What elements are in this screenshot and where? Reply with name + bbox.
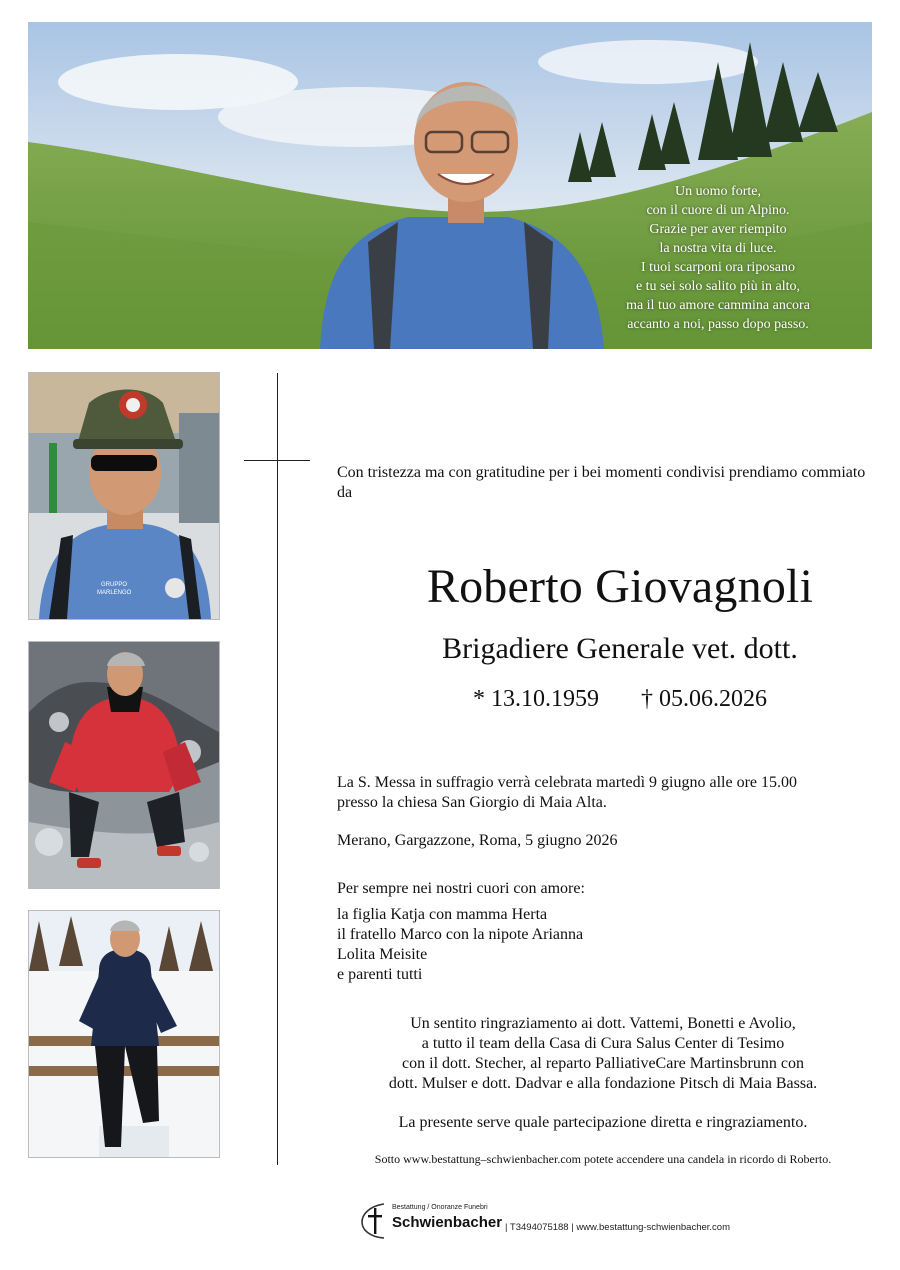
deceased-name: Roberto Giovagnoli (426, 560, 814, 613)
mass-line: presso la chiesa San Giorgio di Maia Alta. (337, 794, 607, 811)
cross-horizontal-line (244, 460, 310, 461)
badge-text: GRUPPO (101, 582, 128, 588)
mass-announcement (337, 773, 877, 813)
candle-note: Sotto www.bestattung–schwienbacher.com potete accendere una candela in ricordo di Roberto. (374, 1152, 832, 1166)
poem-line: ma il tuo amore cammina ancora (626, 298, 810, 313)
place-date (337, 831, 877, 851)
funeral-home-name: Schwienbacher (392, 1214, 503, 1231)
funeral-home-contact: | T3494075188 | www.bestattung-schwienbacher.com (505, 1222, 730, 1233)
photo-alpine-hat (28, 372, 220, 620)
mass-line: La S. Messa in suffragio verrà celebrata martedì 9 giugno alle ore 15.00 (337, 774, 797, 791)
badge-text: MARLENGO (97, 590, 132, 596)
family-member: il fratello Marco con la nipote Arianna (337, 926, 584, 943)
family-member: Lolita Meisite (337, 946, 428, 963)
place-date-text: Merano, Gargazzone, Roma, 5 giugno 2026 (337, 832, 618, 849)
family-member: e parenti tutti (337, 966, 423, 983)
life-dates (310, 684, 900, 714)
poem-line: e tu sei solo salito più in alto, (635, 279, 801, 294)
funeral-home-subtitle: Bestattung / Onoranze Funebri (392, 1204, 488, 1211)
poem-line: accanto a noi, passo dopo passo. (627, 317, 809, 332)
poem-line: I tuoi scarponi ora riposano (641, 260, 795, 275)
cross-logo-icon (360, 1200, 390, 1240)
poem-line: la nostra vita di luce. (659, 241, 777, 256)
participation-note: La presente serve quale partecipazione diretta e ringraziamento. (398, 1114, 808, 1131)
poem-line: Grazie per aver riempito (649, 222, 787, 237)
photo-red-jacket (28, 641, 220, 889)
poem-line: Un uomo forte, (675, 184, 761, 199)
family-intro (337, 879, 877, 899)
family-intro-text: Per sempre nei nostri cuori con amore: (337, 880, 585, 897)
family-member: la figlia Katja con mamma Herta (337, 906, 548, 923)
family-list (337, 905, 877, 985)
thanks-line: con il dott. Stecher, al reparto PalliativeCare Martinsbrunn con (402, 1055, 804, 1072)
thanks-line: dott. Mulser e dott. Dadvar e alla fondazione Pitsch di Maia Bassa. (388, 1075, 818, 1092)
thanks-line: a tutto il team della Casa di Cura Salus Center di Tesimo (421, 1035, 785, 1052)
thanks-line: Un sentito ringraziamento ai dott. Vattemi, Bonetti e Avolio, (410, 1015, 796, 1032)
intro-text: Con tristezza ma con gratitudine per i bei momenti condivisi prendiamo commiato da (337, 464, 866, 501)
death-date: † 05.06.2026 (641, 686, 767, 712)
memorial-poem (588, 182, 848, 334)
birth-date: * 13.10.1959 (473, 686, 599, 712)
poem-line: con il cuore di un Alpino. (646, 203, 790, 218)
photo-winter-navy-jacket (28, 910, 220, 1158)
deceased-title: Brigadiere Generale vet. dott. (442, 632, 798, 665)
cross-vertical-line (277, 373, 278, 1165)
funeral-home-footer (360, 1200, 780, 1240)
hero-banner-photo (28, 22, 872, 349)
acknowledgements (318, 1014, 888, 1094)
